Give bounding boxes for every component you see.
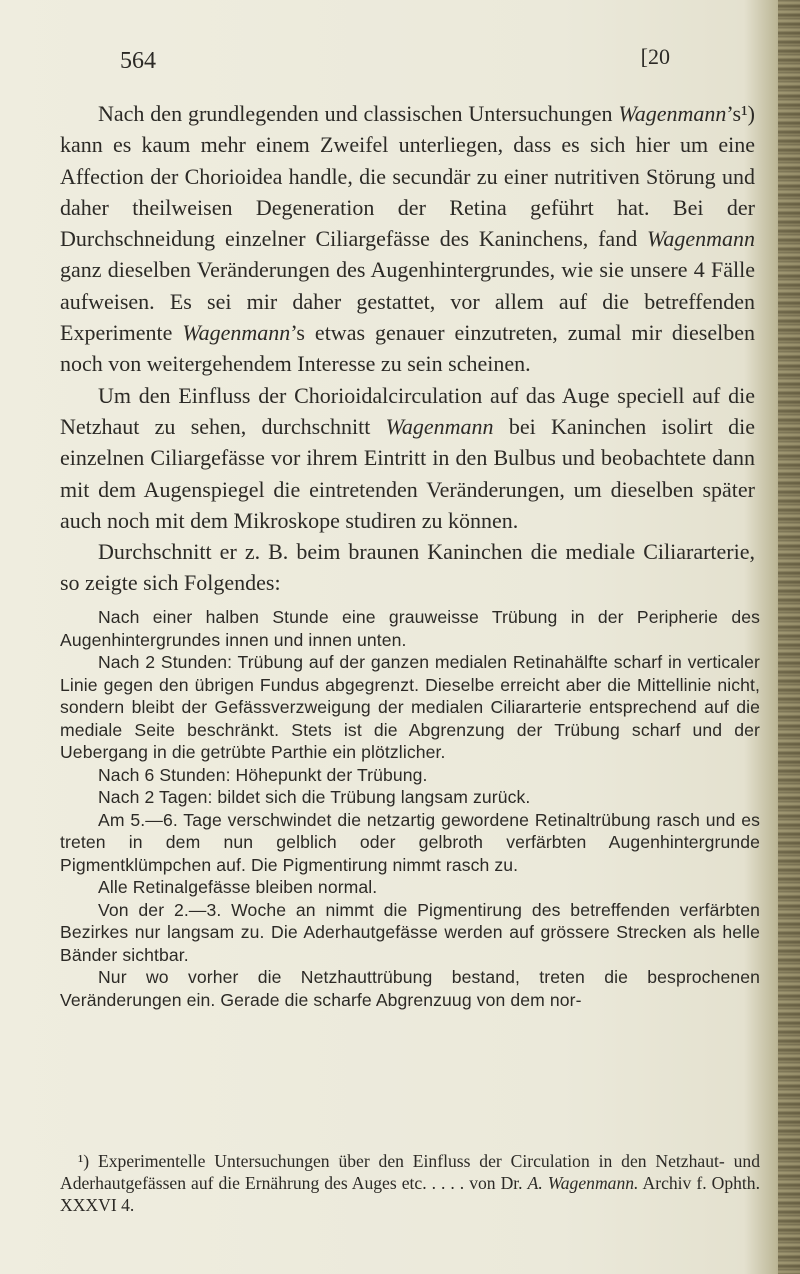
text-run: Archiv f. Ophth. XXXVI 4. <box>60 1173 760 1215</box>
text-run: ganz dieselben Veränderungen des Augenhintergrundes, wie sie unsere 4 Fälle aufweisen. Es sei mir daher gestattet, vor allem auf die betreffenden Experimente <box>60 257 755 346</box>
footnote-text <box>60 1150 760 1216</box>
observation: Von der 2.—3. Woche an nimmt die Pigmentirung des betreffenden verfärbten Bezirkes nur langsam zu. Die Aderhautgefässe werden auf grössere Strecken als helle Bänder sichtbar. <box>60 899 760 965</box>
author-name: Wagenmann <box>647 226 755 252</box>
text-run: Nach den grundlegenden und classischen Untersuchungen <box>98 101 619 126</box>
section-mark: [20 <box>640 44 670 69</box>
text-run: ’s etwas genauer einzutreten, zumal mir dieselben noch von weitergehendem Interesse zu sein scheinen. <box>60 320 755 377</box>
footnote <box>60 1150 760 1216</box>
observation: Nach einer halben Stunde eine grauweisse Trübung in der Peripherie des Augenhintergrundes innen und innen unten. <box>60 607 760 650</box>
paragraph <box>60 536 755 599</box>
author-name: Wagenmann <box>182 320 291 346</box>
observation: Nach 2 Stunden: Trübung auf der ganzen medialen Retinahälfte scharf in verticaler Linie gegen den übrigen Fundus abgegrenzt. Dieselbe erreicht aber die Mittellinie nicht, sondern bleibt der Gefässverzweigung der medialen Ciliararterie entsprechend auf die mediale Seite beschränkt. Stets ist die Abgrenzung der Trübung scharf und der Uebergang in die getrübte Parthie ein plötzlicher. <box>60 652 760 762</box>
author-name: Wagenmann <box>385 413 494 439</box>
main-text <box>60 98 755 599</box>
observation: Alle Retinalgefässe bleiben normal. <box>98 877 378 897</box>
page-number: 564 <box>120 48 156 74</box>
text-run: Durchschnitt er z. B. beim braunen Kaninchen die mediale Ciliararterie, so zeigte sich Folgendes: <box>60 539 755 596</box>
text-run: ’s¹) kann es kaum mehr einem Zweifel unterliegen, dass es sich hier um eine Affection der Chorioidea handle, die secundär zu einer nutritiven Störung und daher theilweisen Degeneration der Retina geführt hat. Bei der Durchschneidung einzelner Ciliargefässe des Kaninchens, fand <box>60 101 755 252</box>
observation-list <box>60 606 760 1011</box>
text-run: bei Kaninchen isolirt die einzelnen Ciliargefässe vor ihrem Eintritt in den Bulbus und beobachtete dann mit dem Augenspiegel die eintretenden Veränderungen, um dieselben später auch noch mit dem Mikroskope studiren zu können. <box>60 413 755 533</box>
page-edge <box>778 0 800 1274</box>
paragraph <box>60 380 755 536</box>
author-name: A. Wagenmann. <box>527 1173 639 1193</box>
paragraph <box>60 98 755 380</box>
observation: Nach 6 Stunden: Höhepunkt der Trübung. <box>98 764 428 785</box>
observation: Am 5.—6. Tage verschwindet die netzartig gewordene Retinaltrübung rasch und es treten in dem nun gelblich oder gelbroth verfärbten Augenhintergrunde Pigmentklümpchen auf. Die Pigmentirung nimmt rasch zu. <box>60 809 760 875</box>
page-header <box>60 44 710 88</box>
text-run: Um den Einfluss der Chorioidalcirculation auf das Auge speciell auf die Netzhaut zu sehen, durchschnitt <box>60 382 755 439</box>
author-name: Wagenmann <box>618 101 727 126</box>
text-run: ¹) Experimentelle Untersuchungen über den Einfluss der Circulation in den Netzhaut- und Aderhautgefässen auf die Ernährung des Auges etc. . . . . von Dr. <box>60 1151 760 1193</box>
observation: Nach 2 Tagen: bildet sich die Trübung langsam zurück. <box>98 787 531 807</box>
observation: Nur wo vorher die Netzhauttrübung bestand, treten die besprochenen Veränderungen ein. Gerade die scharfe Abgrenzuug von dem nor- <box>60 967 760 1010</box>
